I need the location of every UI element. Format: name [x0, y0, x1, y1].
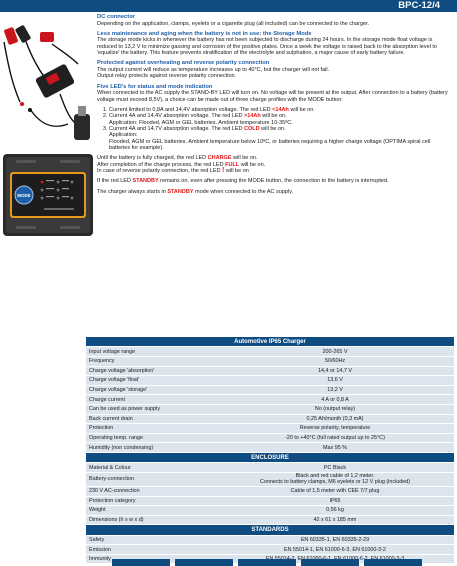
table-row: [86, 443, 454, 453]
table-section-header: [86, 452, 454, 462]
table-row: [86, 535, 454, 545]
always-standby-text: The charger always starts in STANDBY mode when connected to the AC supply.: [97, 188, 294, 195]
row-value: 50/60Hz: [216, 356, 454, 366]
table-row: [86, 404, 454, 414]
row-value: 14,4 or 14,7 V: [216, 366, 454, 376]
row-value: Reverse polarity, temperature: [216, 424, 454, 434]
row-value: 42 x 61 x 185 mm: [216, 515, 454, 525]
section-text-dc: Depending on the application, clamps, eyelets or a cigarette plug (all included) can be connected to the charger.: [97, 20, 370, 27]
row-value: EN 60335-1, EN 60335-2-29: [216, 535, 454, 545]
row-label: Protection: [86, 424, 216, 434]
table-row: [86, 472, 454, 486]
table-row: [86, 463, 454, 473]
row-label: Humidity (non condensing): [86, 443, 216, 453]
footer-bar: [112, 559, 170, 566]
row-label: Battery-connection: [86, 472, 216, 486]
footer-bar: [175, 559, 233, 566]
section-title-storage: Less maintenance and aging when the battery is not in use: the Storage Mode: [97, 30, 312, 37]
row-label: Frequency: [86, 356, 216, 366]
table-row: [86, 356, 454, 366]
section-label: Automotive IP65 Charger: [86, 337, 454, 347]
spec-table: [86, 337, 454, 564]
protect-line-2: Output relay protects against reverse polarity connection.: [97, 73, 237, 80]
row-value: 13,2 V: [216, 385, 454, 395]
section-title-led: Five LED's for status and mode indication: [97, 83, 213, 90]
row-label: Back current drain: [86, 414, 216, 424]
mode-button-label: MODE: [17, 193, 31, 198]
table-row: [86, 433, 454, 443]
row-value: Cable of 1,5 meter with CEE 7/7 plug: [216, 486, 454, 496]
table-row: [86, 545, 454, 555]
row-label: Can be used as power supply: [86, 404, 216, 414]
row-value: 0,56 kg: [216, 506, 454, 516]
footer-bar: [301, 559, 359, 566]
protect-line-1: The output current will reduce as temperature increases up to 40°C, but the charger will not fail.: [97, 67, 330, 73]
table-row: [86, 347, 454, 357]
row-label: 230 V AC-connection: [86, 486, 216, 496]
header-bar: [0, 0, 457, 12]
table-row: [86, 414, 454, 424]
row-value: IP65: [216, 496, 454, 506]
row-value: PC Black: [216, 463, 454, 473]
table-row: [86, 376, 454, 386]
table-row: [86, 515, 454, 525]
table-section-header: [86, 525, 454, 535]
table-row: [86, 486, 454, 496]
row-label: Input voltage range: [86, 347, 216, 357]
page-title: BPC-12/4: [398, 0, 440, 11]
row-value: 0,25 Ah/month (0,3 mA): [216, 414, 454, 424]
row-value: 200-265 V: [216, 347, 454, 357]
table-row: [86, 496, 454, 506]
standby-text: If the red LED STANDBY remains on, even after pressing the MODE button, the connection to the battery is interrupted.: [97, 178, 389, 185]
list-item: 2. Current 4A and 14,4V absorption voltage. The red LED >14Ah will be on. Application: Flooded, AGM or GEL batteries. Ambient temperature 10-35ºC.: [109, 113, 452, 126]
row-value: -20 to +40°C (full rated output up to 25°C): [216, 433, 454, 443]
charge-status-text: Until the battery is fully charged, the red LED CHARGE will be on. After completion of the charge process, the red LED FULL will be on. In case of reverse polarity connection, the red LED ! will be on: [97, 155, 266, 175]
list-item: 1. Current limited to 0,8A and 14,4V absorption voltage. The red LED <14Ah will be on.: [109, 107, 452, 113]
row-label: Charge voltage 'storage': [86, 385, 216, 395]
charge-profile-list: [97, 107, 452, 152]
product-images: [0, 14, 96, 254]
row-label: Charge current: [86, 395, 216, 405]
description-text: [97, 14, 452, 199]
row-label: Operating temp. range: [86, 433, 216, 443]
row-value: 13,6 V: [216, 376, 454, 386]
row-label: Immunity: [86, 554, 216, 564]
footer-bar: [364, 559, 422, 566]
row-label: Dimensions (h x w x d): [86, 515, 216, 525]
row-label: Charge voltage 'float': [86, 376, 216, 386]
section-text-led: When connected to the AC supply the STAND-BY LED will turn on. No voltage will be present at the output. After connection to a battery (battery voltage must exceed 8,5V), a choice can be made out of three charge profiles with the MODE button:: [97, 90, 448, 103]
row-label: Material & Colour: [86, 463, 216, 473]
charger-photo: [4, 25, 90, 140]
row-value: 4 A or 0,8 A: [216, 395, 454, 405]
row-label: Protection category: [86, 496, 216, 506]
row-value: No (output relay): [216, 404, 454, 414]
table-section-header: [86, 337, 454, 347]
list-item: 3. Current 4A and 14,7V absorption voltage. The red LED COLD will be on. Application: Flooded, AGM or GEL batteries. Ambient temperature below 10ºC, or batteries requiring a higher charge voltage (OPTIMA spiral cell batteries for example).: [109, 126, 452, 152]
footer-bar: [238, 559, 296, 566]
section-title-protect: Protected against overheating and reverse polarity connection: [97, 60, 270, 67]
row-label: Weight: [86, 506, 216, 516]
table-row: [86, 424, 454, 434]
table-row: [86, 385, 454, 395]
row-label: Charge voltage 'absorption': [86, 366, 216, 376]
row-value: Black and red cable of 1,2 meter. Connects to battery clamps, M6 eyelets or 12 V plug (included): [216, 472, 454, 486]
row-value: EN 55014-1, EN 61000-6-3, EN 61000-3-2: [216, 545, 454, 555]
row-value: Max 95 %: [216, 443, 454, 453]
section-title-dc: DC connector: [97, 14, 136, 20]
table-row: [86, 395, 454, 405]
section-text-protect: [97, 67, 452, 80]
section-text-storage: The storage mode kicks in whenever the battery has not been subjected to discharge during 24 hours. In the storage mode float voltage is reduced to 13,2 V to minimize gassing and corrosion of the positive plates. Once a week the voltage is raised back to the absorption level to 'equalize' the battery. This feature prevents stratification of the electrolyte and sulphation, a major cause of early battery failure.: [97, 37, 437, 57]
table-row: [86, 506, 454, 516]
charger-front-panel: [3, 154, 93, 236]
section-label: STANDARDS: [86, 525, 454, 535]
section-label: ENCLOSURE: [86, 452, 454, 462]
row-label: Safety: [86, 535, 216, 545]
row-label: Emission: [86, 545, 216, 555]
table-row: [86, 366, 454, 376]
